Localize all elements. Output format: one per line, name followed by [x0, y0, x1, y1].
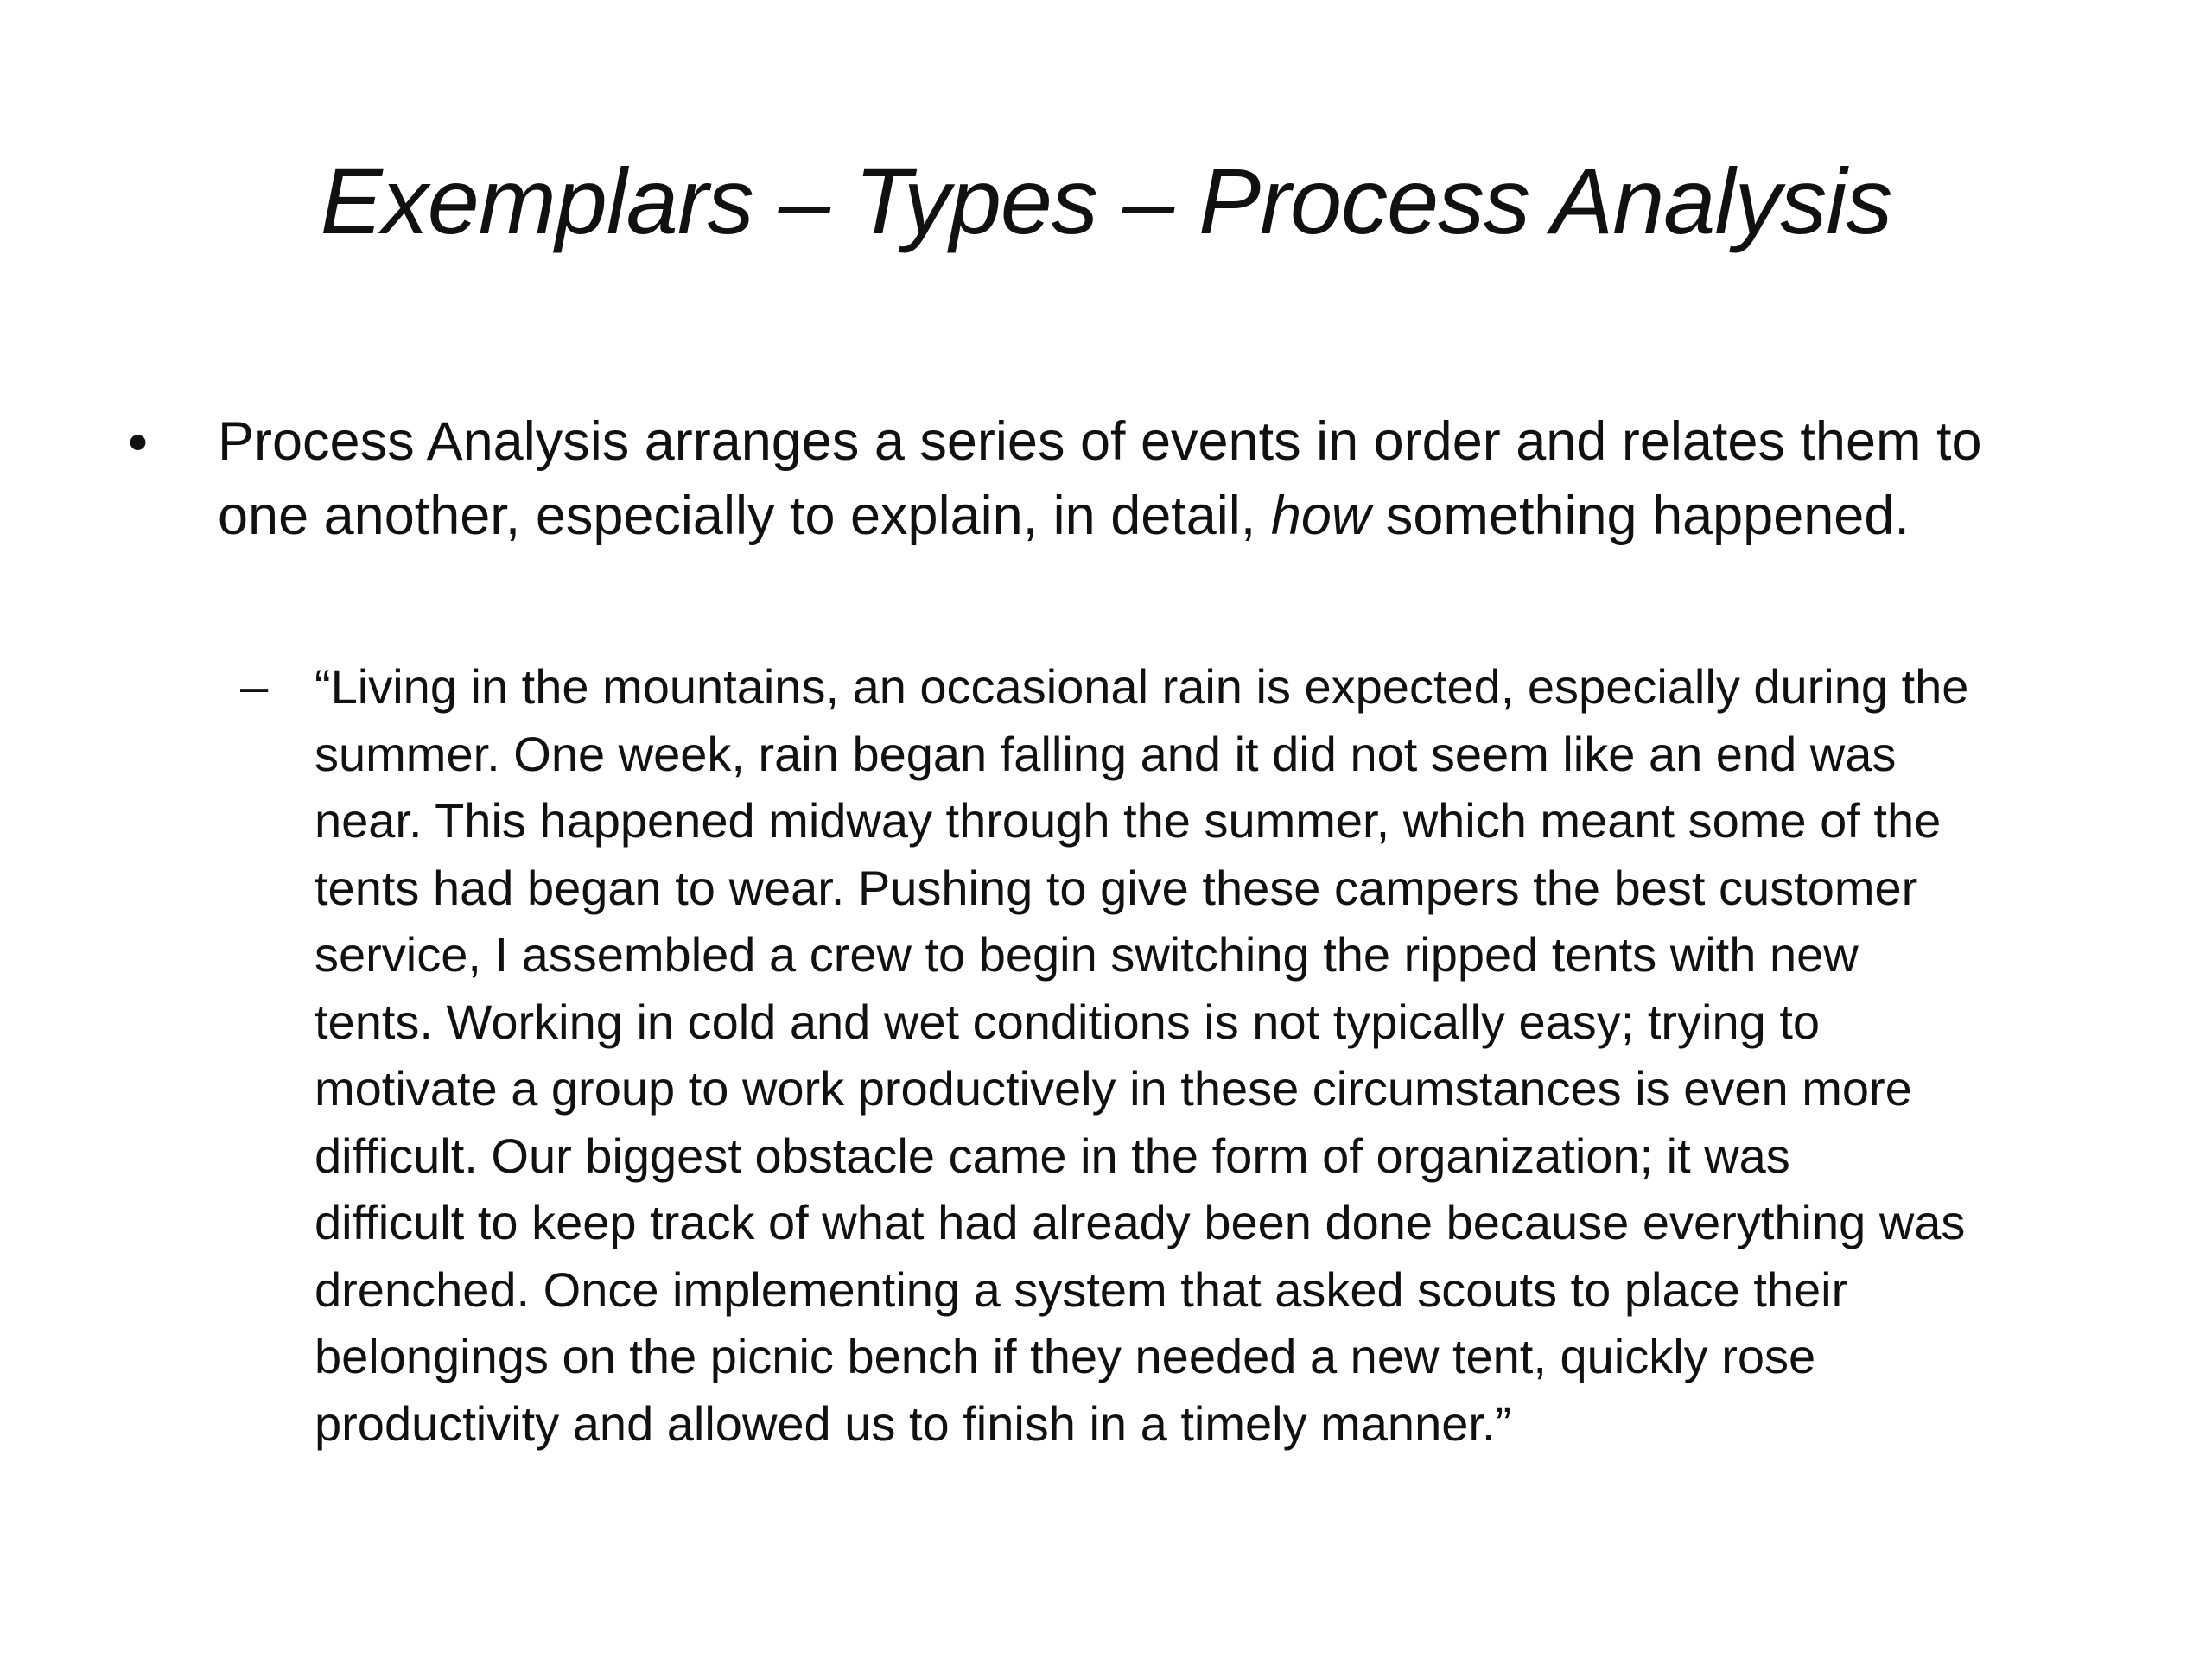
- bullet-line-1: Process Analysis arranges a series of events in order and relates them to: [218, 411, 1982, 472]
- bullet-line-2: [218, 479, 2171, 553]
- sub-bullet-marker: –: [240, 658, 269, 715]
- quote-line: drenched. Once implementing a system that asked scouts to place their: [315, 1262, 1848, 1317]
- quote-line: service, I assembled a crew to begin switching the ripped tents with new: [315, 927, 1859, 982]
- quote-line: tents had began to wear. Pushing to give these campers the best customer: [315, 860, 1918, 915]
- quote-line: “Living in the mountains, an occasional rain is expected, especially during the: [315, 659, 1969, 714]
- quote-line: near. This happened midway through the summer, which meant some of the: [315, 793, 1942, 848]
- bullet-text: [218, 404, 2171, 553]
- bullet-line-2-start: one another, especially to explain, in detail,: [218, 486, 1271, 546]
- quote-line: productivity and allowed us to finish in a timely manner.”: [315, 1395, 1512, 1451]
- bullet-marker: •: [128, 410, 149, 474]
- bullet-line-2-end: something happened.: [1370, 486, 1910, 546]
- quote-text: [315, 653, 2198, 1457]
- quote-line: summer. One week, rain began falling and it did not seem like an end was: [315, 726, 1897, 781]
- quote-line: belongings on the picnic bench if they needed a new tent, quickly rose: [315, 1329, 1816, 1383]
- quote-line: motivate a group to work productively in these circumstances is even more: [315, 1061, 1912, 1116]
- quote-line: difficult. Our biggest obstacle came in the form of organization; it was: [315, 1128, 1790, 1183]
- bullet-emphasis: how: [1270, 486, 1371, 546]
- quote-line: tents. Working in cold and wet conditions is not typically easy; trying to: [315, 994, 1821, 1049]
- quote-line: difficult to keep track of what had already been done because everything was: [315, 1195, 1966, 1249]
- slide-title: Exemplars – Types – Process Analysis: [320, 149, 1892, 253]
